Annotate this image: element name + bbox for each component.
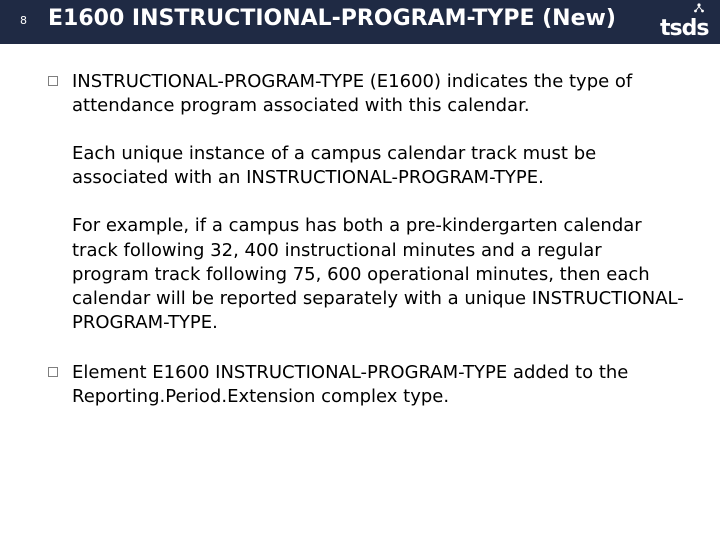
slide-title: E1600 INSTRUCTIONAL-PROGRAM-TYPE (New) xyxy=(48,6,616,31)
slide-content xyxy=(44,70,684,409)
bullet-paragraph: Each unique instance of a campus calendar track must be associated with an INSTRUCTIONAL-PROGRAM-TYPE. xyxy=(72,143,597,189)
logo-mark-icon xyxy=(692,2,706,16)
square-bullet-icon xyxy=(48,367,58,377)
bullet-item xyxy=(44,70,684,335)
header-bar xyxy=(0,0,720,44)
bullet-paragraph: INSTRUCTIONAL-PROGRAM-TYPE (E1600) indicates the type of attendance program associated with this calendar. xyxy=(72,71,633,117)
bullet-item xyxy=(44,361,684,409)
square-bullet-icon xyxy=(48,76,58,86)
bullet-paragraph: For example, if a campus has both a pre-kindergarten calendar track following 32, 400 instructional minutes and a regular program track following 75, 600 operational minutes, then each calendar will be reported separately with a unique INSTRUCTIONAL-PROGRAM-TYPE. xyxy=(72,215,684,333)
bullet-paragraph: Element E1600 INSTRUCTIONAL-PROGRAM-TYPE added to the Reporting.Period.Extension complex type. xyxy=(72,361,629,408)
logo-text: tsds xyxy=(660,16,709,41)
slide-number: 8 xyxy=(20,14,27,27)
tsds-logo xyxy=(660,2,710,40)
